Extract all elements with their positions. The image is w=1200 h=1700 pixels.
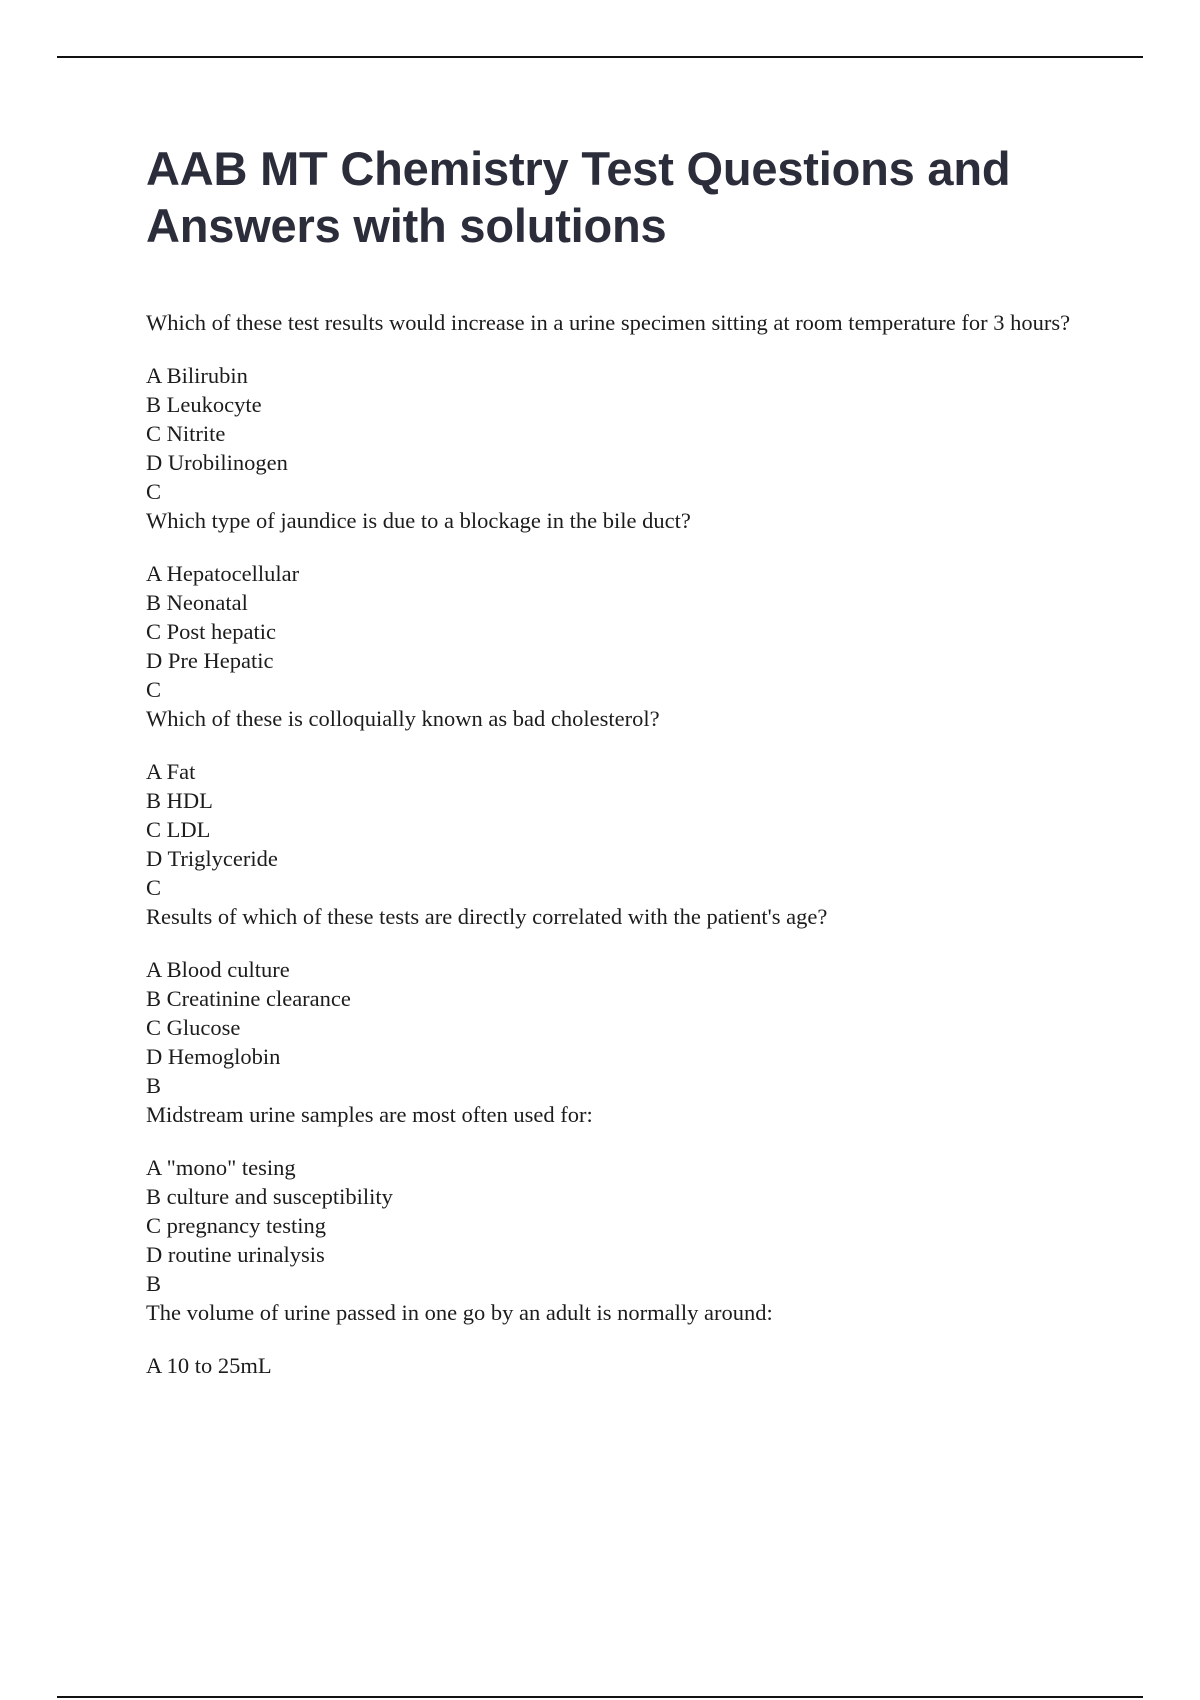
option-d: D Triglyceride (146, 846, 278, 871)
option-a: A Fat (146, 759, 196, 784)
top-rule (57, 56, 1143, 58)
answer-key: C (146, 677, 162, 702)
option-a: A Blood culture (146, 957, 290, 982)
option-c: C pregnancy testing (146, 1213, 326, 1238)
question-block-3 (146, 704, 1086, 902)
option-b: B Leukocyte (146, 392, 262, 417)
document-title: AAB MT Chemistry Test Questions and Answers with solutions (146, 142, 1011, 252)
question-block-5 (146, 1100, 1086, 1298)
answer-key: C (146, 479, 162, 504)
question-block-2 (146, 506, 1086, 704)
option-b: B Creatinine clearance (146, 986, 351, 1011)
option-b: B Neonatal (146, 590, 248, 615)
answer-key: C (146, 875, 162, 900)
option-d: D Pre Hepatic (146, 648, 274, 673)
option-b: B culture and susceptibility (146, 1184, 393, 1209)
option-a: A "mono" tesing (146, 1155, 296, 1180)
option-a: A Hepatocellular (146, 561, 300, 586)
question-block-1 (146, 308, 1086, 506)
question-text: Results of which of these tests are directly correlated with the patient's age? (146, 904, 828, 929)
option-c: C Glucose (146, 1015, 241, 1040)
option-d: D Urobilinogen (146, 450, 288, 475)
question-block-6 (146, 1298, 1086, 1380)
question-text: Which of these is colloquially known as bad cholesterol? (146, 706, 660, 731)
option-d: D routine urinalysis (146, 1242, 325, 1267)
option-d: D Hemoglobin (146, 1044, 281, 1069)
answer-key: B (146, 1073, 162, 1098)
option-b: B HDL (146, 788, 213, 813)
option-c: C LDL (146, 817, 211, 842)
document-body (146, 140, 1086, 1380)
question-text: Which of these test results would increase in a urine specimen sitting at room temperature for 3 hours? (146, 310, 1071, 335)
answer-key: B (146, 1271, 162, 1296)
option-c: C Nitrite (146, 421, 226, 446)
question-text: Which type of jaundice is due to a blockage in the bile duct? (146, 508, 691, 533)
question-text: Midstream urine samples are most often used for: (146, 1102, 593, 1127)
option-a: A 10 to 25mL (146, 1353, 272, 1378)
bottom-rule (57, 1696, 1143, 1698)
option-a: A Bilirubin (146, 363, 248, 388)
question-text: The volume of urine passed in one go by an adult is normally around: (146, 1300, 773, 1325)
option-c: C Post hepatic (146, 619, 276, 644)
question-block-4 (146, 902, 1086, 1100)
